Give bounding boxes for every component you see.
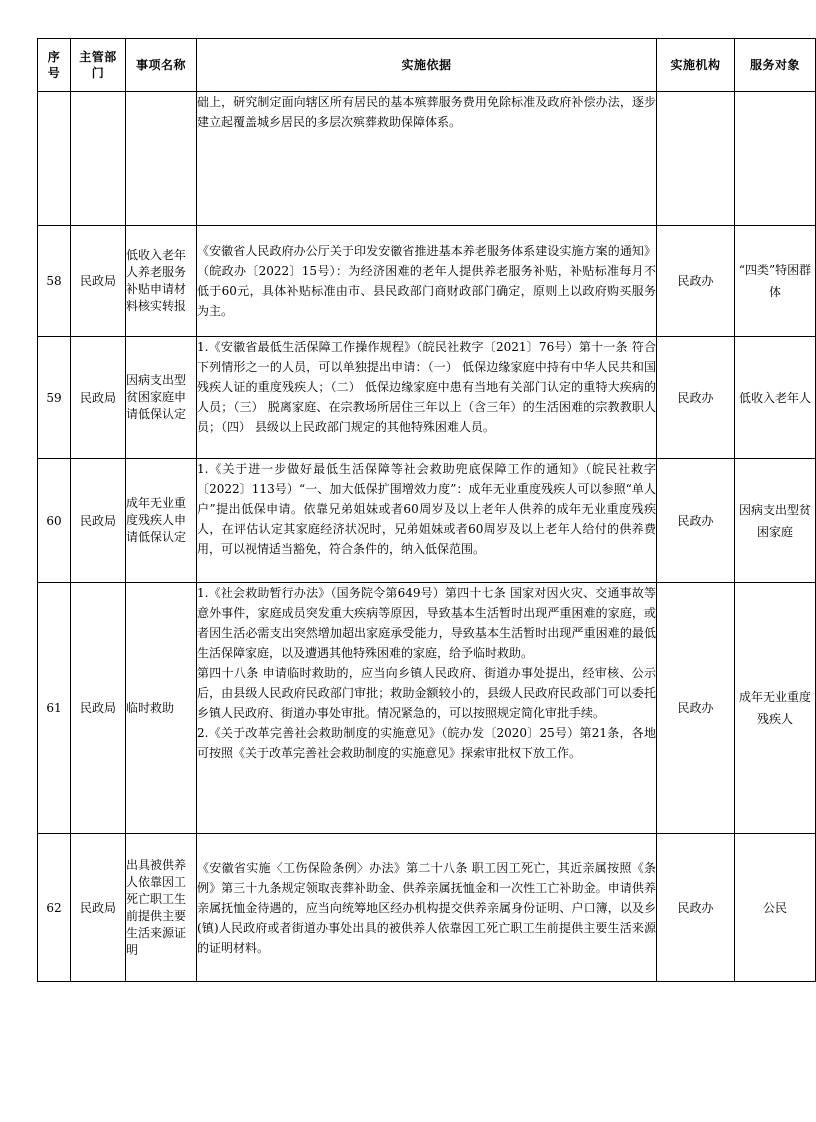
header-basis: 实施依据: [197, 39, 657, 92]
row-dept: 民政局: [71, 459, 126, 583]
header-seq: 序号: [38, 39, 71, 92]
row-seq: 62: [38, 834, 71, 982]
basis-text: 础上，研究制定面向辖区所有居民的基本殡葬服务费用免除标准及政府补偿办法，逐步建立起覆盖城乡居民的多层次殡葬救助保障体系。: [197, 95, 656, 129]
row-target: 因病支出型贫困家庭: [735, 459, 816, 583]
row-agency: 民政办: [657, 337, 735, 459]
basis-text: 《安徽省人民政府办公厅关于印发安徽省推进基本养老服务体系建设实施方案的通知》（皖政办〔2022〕15号）：为经济困难的老年人提供养老服务补贴，补贴标准每月不低于60元，具体补贴标准由市、县民政部门商财政部门确定，原则上以政府购买服务为主。: [197, 244, 656, 318]
table-row: [38, 834, 816, 982]
row-dept: 民政局: [71, 583, 126, 834]
row-agency: 民政办: [657, 583, 735, 834]
table-row-continuation: [38, 92, 816, 226]
basis-text: 1.《关于进一步做好最低生活保障等社会救助兜底保障工作的通知》（皖民社救字〔2022〕113号）“一、加大低保扩围增效力度”：成年无业重度残疾人可以参照“单人户”提出低保申请。依靠兄弟姐妹或者60周岁及以上老年人供养的成年无业重度残疾人，在评估认定其家庭经济状况时，兄弟姐妹或者60周岁及以上老年人给付的供养费用，可以视情适当豁免，符合条件的，纳入低保范围。: [197, 462, 656, 556]
table-row: [38, 459, 816, 583]
row-seq: 60: [38, 459, 71, 583]
header-name: 事项名称: [126, 39, 197, 92]
row-dept: 民政局: [71, 337, 126, 459]
row-target: 成年无业重度残疾人: [735, 583, 816, 834]
row-agency: 民政办: [657, 459, 735, 583]
row-dept: 民政局: [71, 834, 126, 982]
service-items-table: [37, 38, 816, 982]
basis-text: 2.《关于改革完善社会救助制度的实施意见》（皖办发〔2020〕25号）第21条，各地可按照《关于改革完善社会救助制度的实施意见》探索审批权下放工作。: [197, 726, 656, 760]
row-seq: 61: [38, 583, 71, 834]
row-item-name: 因病支出型贫困家庭申请低保认定: [126, 337, 197, 459]
table-row: [38, 337, 816, 459]
row-seq: 58: [38, 226, 71, 337]
row-item-name: 出具被供养人依靠因工死亡职工生前提供主要生活来源证明: [126, 834, 197, 982]
table-header-row: [38, 39, 816, 92]
header-target: 服务对象: [735, 39, 816, 92]
basis-text: 1.《安徽省最低生活保障工作操作规程》（皖民社救字〔2021〕76号）第十一条 符合下列情形之一的人员，可以单独提出申请：（一） 低保边缘家庭中持有中华人民共和国残疾人证的重度残疾人；（二） 低保边缘家庭中患有当地有关部门认定的重特大疾病的人员；（三） 脱离家庭、在宗教场所居住三年以上（含三年）的生活困难的宗教教职人员；（四） 县级以上民政部门规定的其他特殊困难人员。: [197, 340, 656, 434]
row-agency: 民政办: [657, 834, 735, 982]
table-row: [38, 583, 816, 834]
row-target: 公民: [735, 834, 816, 982]
row-item-name: 成年无业重度残疾人申请低保认定: [126, 459, 197, 583]
row-target: 低收入老年人: [735, 337, 816, 459]
basis-text: 第四十八条 申请临时救助的，应当向乡镇人民政府、街道办事处提出，经审核、公示后，由县级人民政府民政部门审批；救助金额较小的，县级人民政府民政部门可以委托乡镇人民政府、街道办事处审批。情况紧急的，可以按照规定简化审批手续。: [197, 666, 656, 720]
basis-text: 1.《社会救助暂行办法》（国务院令第649号）第四十七条 国家对因火灾、交通事故等意外事件，家庭成员突发重大疾病等原因，导致基本生活暂时出现严重困难的家庭，或者因生活必需支出突然增加超出家庭承受能力，导致基本生活暂时出现严重困难的最低生活保障家庭，以及遭遇其他特殊困难的家庭，给予临时救助。: [197, 586, 656, 660]
basis-text: 《安徽省实施〈工伤保险条例〉办法》第二十八条 职工因工死亡，其近亲属按照《条例》第三十九条规定领取丧葬补助金、供养亲属抚恤金和一次性工亡补助金。申请供养亲属抚恤金待遇的，应当向统筹地区经办机构提交供养亲属身份证明、户口簿，以及乡(镇)人民政府或者街道办事处出具的被供养人依靠因工死亡职工生前提供主要生活来源的证明材料。: [197, 860, 656, 955]
row-item-name: 临时救助: [126, 583, 197, 834]
header-dept: 主管部门: [71, 39, 126, 92]
row-agency: 民政办: [657, 226, 735, 337]
table-row: [38, 226, 816, 337]
row-dept: 民政局: [71, 226, 126, 337]
row-item-name: 低收入老年人养老服务补贴申请材料核实转报: [126, 226, 197, 337]
header-agency: 实施机构: [657, 39, 735, 92]
row-seq: 59: [38, 337, 71, 459]
row-target: “四类”特困群体: [735, 226, 816, 337]
